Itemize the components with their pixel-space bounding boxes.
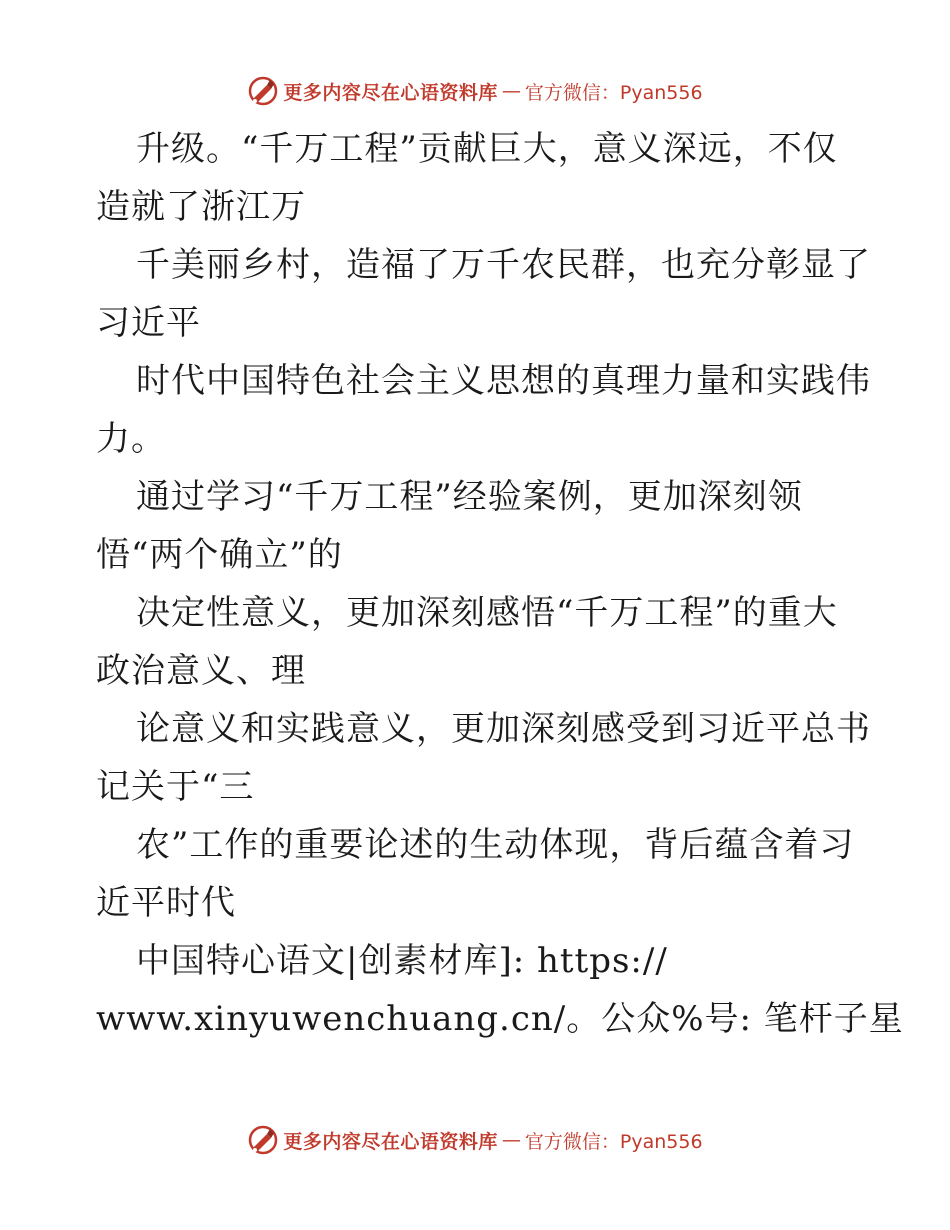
header-site-text: 更多内容尽在心语资料库	[283, 81, 498, 104]
page-header	[0, 71, 950, 111]
text-line: 论意义和实践意义，更加深刻感受到习近平总书	[136, 709, 871, 749]
text-line: 悟“两个确立”的	[96, 535, 343, 575]
page-footer	[0, 1120, 950, 1160]
footer-wechat-text: 官方微信：Pyan556	[524, 1130, 703, 1153]
text-line: 近平时代	[96, 883, 236, 923]
text-line: 农”工作的重要论述的生动体现，背后蕴含着习	[136, 825, 855, 865]
header-banner[interactable]	[247, 75, 702, 107]
header-wechat-text: 官方微信：Pyan556	[524, 81, 703, 104]
document-body	[96, 120, 904, 1048]
footer-dash: —	[501, 1129, 521, 1151]
text-line: 记关于“三	[96, 767, 255, 807]
text-line: 时代中国特色社会主义思想的真理力量和实践伟	[136, 361, 871, 401]
text-line: 决定性意义，更加深刻感悟“千万工程”的重大	[136, 593, 838, 633]
text-line-url: www.xinyuwenchuang.cn/。公众%号: 笔杆子星	[96, 999, 904, 1039]
text-line: 力。	[96, 419, 166, 459]
header-dash: —	[501, 80, 521, 102]
pen-logo-icon	[247, 1124, 279, 1156]
footer-banner[interactable]	[247, 1124, 702, 1156]
footer-site-text: 更多内容尽在心语资料库	[283, 1130, 498, 1153]
text-line-url-start: 中国特心语文|创素材库]: https://	[136, 941, 668, 981]
text-line: 政治意义、理	[96, 651, 306, 691]
text-line: 升级。“千万工程”贡献巨大，意义深远，不仅	[136, 129, 838, 169]
text-line: 通过学习“千万工程”经验案例，更加深刻领	[136, 477, 803, 517]
text-line: 习近平	[96, 303, 201, 343]
text-line: 千美丽乡村，造福了万千农民群，也充分彰显了	[136, 245, 871, 285]
pen-logo-icon	[247, 75, 279, 107]
text-line: 造就了浙江万	[96, 187, 306, 227]
